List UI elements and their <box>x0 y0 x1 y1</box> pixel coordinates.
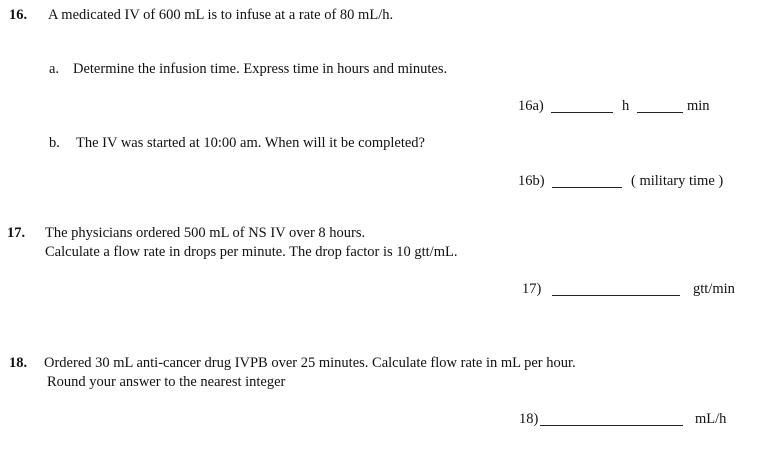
answer-16b-blank[interactable] <box>552 187 622 188</box>
answer-16a-hours-blank[interactable] <box>551 112 613 113</box>
question-18-line1: Ordered 30 mL anti-cancer drug IVPB over 25 minutes. Calculate flow rate in mL per hour. <box>44 355 576 371</box>
answer-16a-minutes-unit: min <box>687 98 710 114</box>
question-16b-letter: b. <box>49 135 60 151</box>
question-16-text: A medicated IV of 600 mL is to infuse at a rate of 80 mL/h. <box>48 7 394 23</box>
question-18-line2: Round your answer to the nearest integer <box>47 374 286 390</box>
answer-17-blank[interactable] <box>552 295 680 296</box>
question-17-number: 17. <box>7 225 26 241</box>
question-16a-text: Determine the infusion time. Express time in hours and minutes. <box>73 61 448 77</box>
answer-16a-minutes-blank[interactable] <box>637 112 683 113</box>
answer-16b-unit: ( military time ) <box>631 173 724 189</box>
answer-16a-label: 16a) <box>518 98 544 114</box>
question-18-number: 18. <box>9 355 28 371</box>
answer-18-unit: mL/h <box>695 411 727 427</box>
question-17-line1: The physicians ordered 500 mL of NS IV over 8 hours. <box>45 225 366 241</box>
question-17-line2: Calculate a flow rate in drops per minute. The drop factor is 10 gtt/mL. <box>45 244 458 260</box>
question-16b-text: The IV was started at 10:00 am. When will it be completed? <box>76 135 425 151</box>
answer-17-unit: gtt/min <box>693 281 735 297</box>
answer-16a-hours-unit: h <box>622 98 630 114</box>
question-16a-letter: a. <box>49 61 60 77</box>
question-16-number: 16. <box>9 7 28 23</box>
answer-16b-label: 16b) <box>518 173 545 189</box>
answer-18-blank[interactable] <box>540 425 683 426</box>
answer-17-label: 17) <box>522 281 542 297</box>
answer-18-label: 18) <box>519 411 539 427</box>
